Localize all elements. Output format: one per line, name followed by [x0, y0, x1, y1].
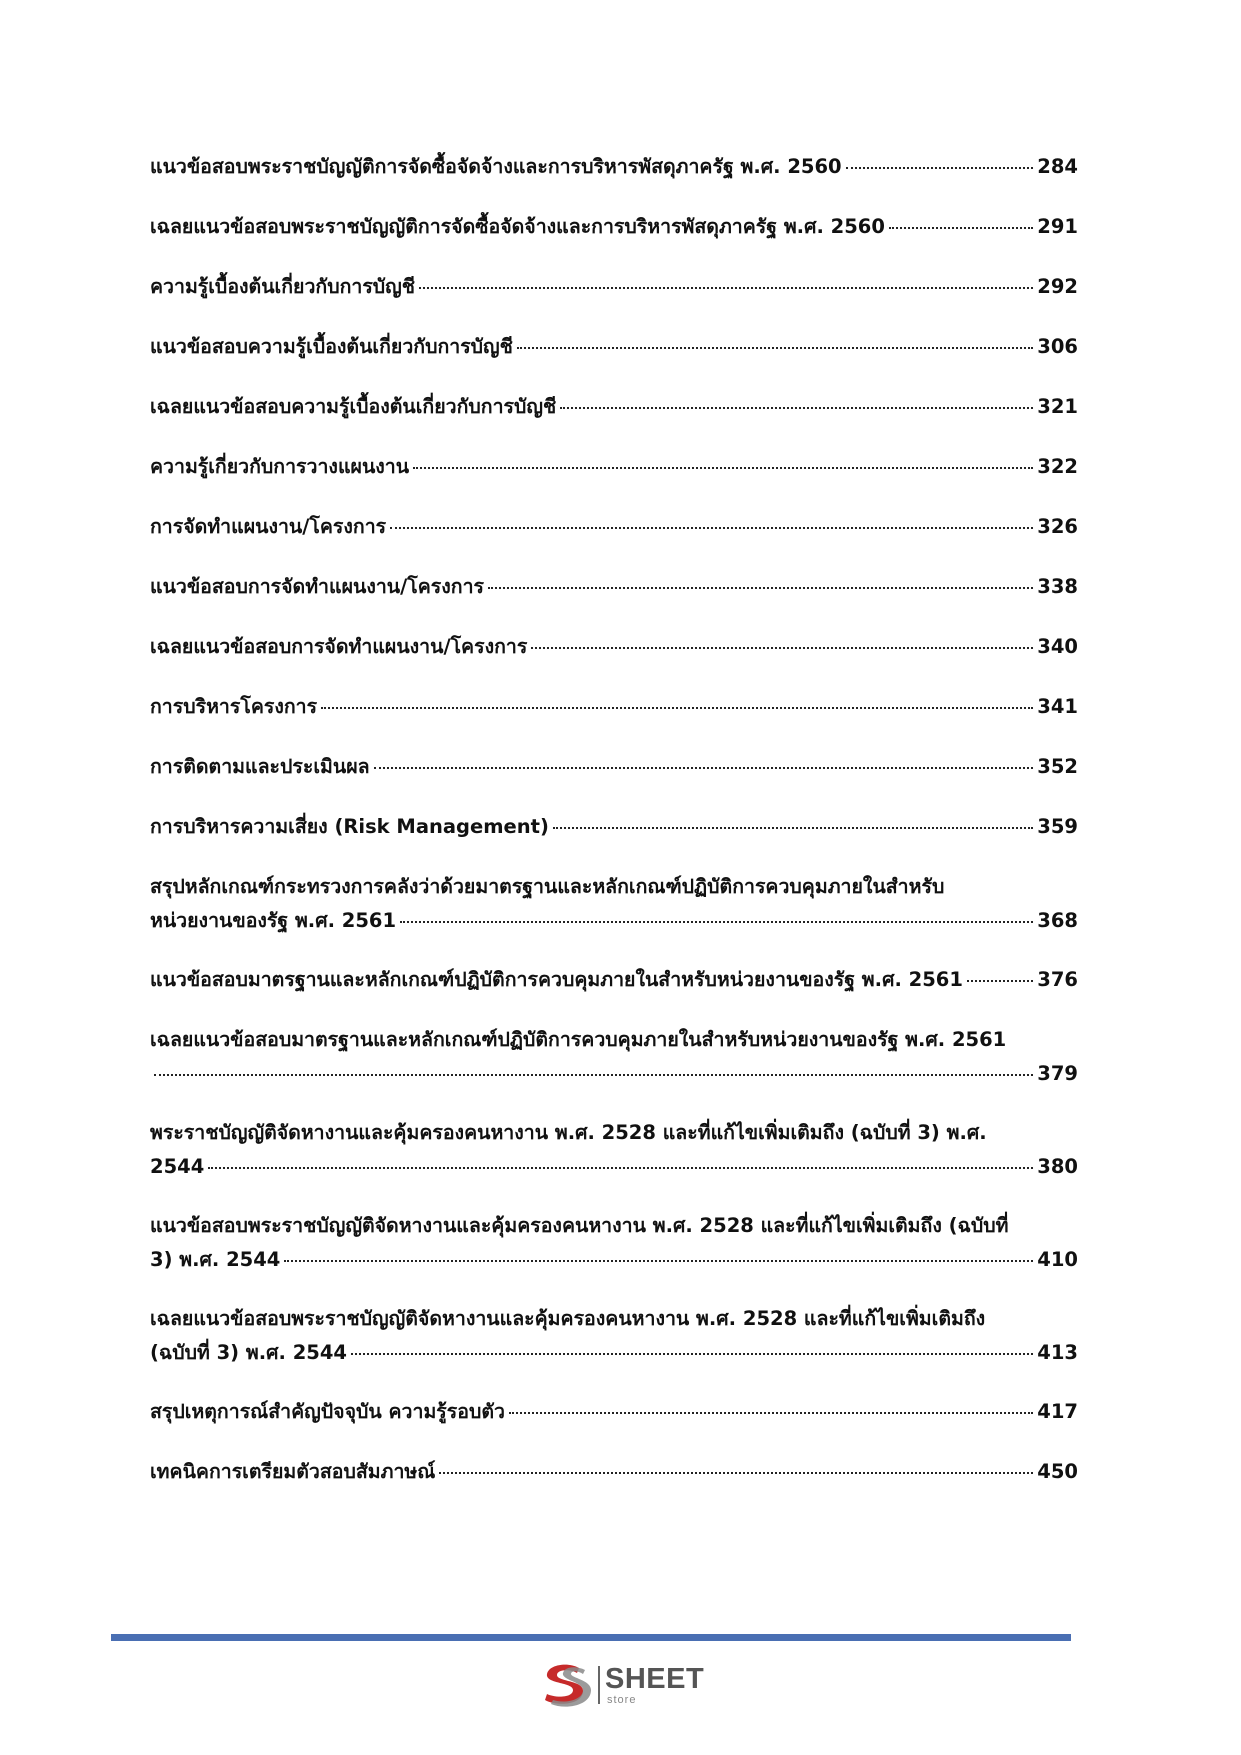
- toc-entry-title: การบริหารความเสี่ยง (Risk Management): [150, 815, 549, 838]
- toc-entry-page: 306: [1037, 335, 1078, 358]
- toc-entry: [150, 963, 1078, 997]
- toc-entry: [150, 1209, 1078, 1277]
- toc-entry-title: การบริหารโครงการ: [150, 695, 318, 718]
- dot-leader: [560, 406, 1033, 409]
- sheet-store-logo: [539, 1660, 719, 1710]
- toc-entry: [150, 210, 1078, 244]
- toc-entry-title-line1: พระราชบัญญัติจัดหางานและคุ้มครองคนหางาน พ.ศ. 2528 และที่แก้ไขเพิ่มเติมถึง (ฉบับที่ 3) พ.ศ.: [150, 1121, 987, 1144]
- toc-entry-title: เฉลยแนวข้อสอบพระราชบัญญัติการจัดซื้อจัดจ้างและการบริหารพัสดุภาครัฐ พ.ศ. 2560: [150, 215, 885, 238]
- dot-leader: [351, 1352, 1033, 1355]
- toc-entry: [150, 1023, 1078, 1091]
- toc-entry: [150, 1455, 1078, 1489]
- toc-entry-page: 376: [1037, 968, 1078, 991]
- toc-entry-title: ความรู้เกี่ยวกับการวางแผนงาน: [150, 455, 410, 478]
- toc-entry: [150, 330, 1078, 364]
- dot-leader: [413, 466, 1033, 469]
- dot-leader: [374, 766, 1034, 769]
- logo-wordmark: SHEET: [605, 1663, 705, 1695]
- logo-s-icon: [539, 1660, 593, 1708]
- dot-leader: [154, 1073, 1033, 1076]
- toc-entry: [150, 150, 1078, 184]
- toc-entry-page: 410: [1037, 1248, 1078, 1271]
- toc-entry-page: 352: [1037, 755, 1078, 778]
- toc-entry-title: เทคนิคการเตรียมตัวสอบสัมภาษณ์: [150, 1460, 436, 1483]
- dot-leader: [321, 706, 1033, 709]
- dot-leader: [439, 1471, 1033, 1474]
- toc-entry-page: 291: [1037, 215, 1078, 238]
- logo-subtext: store: [607, 1694, 637, 1706]
- toc-entry-title: การจัดทำแผนงาน/โครงการ: [150, 515, 387, 538]
- dot-leader: [400, 920, 1033, 923]
- toc-entry-page: 322: [1037, 455, 1078, 478]
- toc-entry-title-line2: 2544: [150, 1155, 205, 1178]
- toc-entry: [150, 510, 1078, 544]
- toc-entry-page: 359: [1037, 815, 1078, 838]
- dot-leader: [284, 1259, 1033, 1262]
- toc-entry-page: 292: [1037, 275, 1078, 298]
- toc-entry: [150, 270, 1078, 304]
- toc-entry-title: แนวข้อสอบพระราชบัญญัติการจัดซื้อจัดจ้างและการบริหารพัสดุภาครัฐ พ.ศ. 2560: [150, 155, 842, 178]
- table-of-contents: [150, 150, 1078, 1515]
- dot-leader: [390, 526, 1033, 529]
- toc-entry-title: สรุปเหตุการณ์สำคัญปัจจุบัน ความรู้รอบตัว: [150, 1400, 505, 1423]
- dot-leader: [517, 346, 1033, 349]
- toc-entry: [150, 570, 1078, 604]
- dot-leader: [509, 1411, 1033, 1414]
- logo-separator: [598, 1666, 600, 1704]
- toc-entry-title: เฉลยแนวข้อสอบการจัดทำแผนงาน/โครงการ: [150, 635, 528, 658]
- toc-entry-title-line2: หน่วยงานของรัฐ พ.ศ. 2561: [150, 909, 397, 932]
- toc-entry: [150, 1116, 1078, 1184]
- footer-rule: [111, 1634, 1071, 1641]
- toc-entry: [150, 870, 1078, 938]
- toc-entry-title-line2: (ฉบับที่ 3) พ.ศ. 2544: [150, 1341, 347, 1364]
- toc-entry-page: 379: [1037, 1062, 1078, 1085]
- toc-entry-title: แนวข้อสอบความรู้เบื้องต้นเกี่ยวกับการบัญชี: [150, 335, 513, 358]
- toc-entry: [150, 450, 1078, 484]
- toc-entry-page: 340: [1037, 635, 1078, 658]
- dot-leader: [553, 826, 1033, 829]
- toc-entry-page: 326: [1037, 515, 1078, 538]
- toc-entry-title: แนวข้อสอบการจัดทำแผนงาน/โครงการ: [150, 575, 484, 598]
- dot-leader: [967, 979, 1033, 982]
- toc-entry-page: 284: [1037, 155, 1078, 178]
- toc-entry-title: ความรู้เบื้องต้นเกี่ยวกับการบัญชี: [150, 275, 416, 298]
- toc-entry-page: 321: [1037, 395, 1078, 418]
- toc-entry-title: แนวข้อสอบมาตรฐานและหลักเกณฑ์ปฏิบัติการควบคุมภายในสำหรับหน่วยงานของรัฐ พ.ศ. 2561: [150, 968, 963, 991]
- toc-entry-title-line2: 3) พ.ศ. 2544: [150, 1248, 281, 1271]
- toc-entry: [150, 690, 1078, 724]
- toc-entry-title-line1: แนวข้อสอบพระราชบัญญัติจัดหางานและคุ้มครองคนหางาน พ.ศ. 2528 และที่แก้ไขเพิ่มเติมถึง (ฉบับที่: [150, 1214, 1009, 1237]
- toc-entry-title: การติดตามและประเมินผล: [150, 755, 370, 778]
- toc-entry-page: 413: [1037, 1341, 1078, 1364]
- toc-entry-title-line1: เฉลยแนวข้อสอบพระราชบัญญัติจัดหางานและคุ้มครองคนหางาน พ.ศ. 2528 และที่แก้ไขเพิ่มเติมถึง: [150, 1307, 986, 1330]
- toc-entry-page: 341: [1037, 695, 1078, 718]
- toc-entry: [150, 390, 1078, 424]
- dot-leader: [889, 226, 1033, 229]
- toc-entry: [150, 1395, 1078, 1429]
- toc-entry-page: 450: [1037, 1460, 1078, 1483]
- dot-leader: [419, 286, 1033, 289]
- toc-entry-page: 368: [1037, 909, 1078, 932]
- toc-entry: [150, 1302, 1078, 1370]
- toc-entry: [150, 630, 1078, 664]
- toc-entry-page: 417: [1037, 1400, 1078, 1423]
- toc-entry-page: 380: [1037, 1155, 1078, 1178]
- toc-entry-title-line1: เฉลยแนวข้อสอบมาตรฐานและหลักเกณฑ์ปฏิบัติการควบคุมภายในสำหรับหน่วยงานของรัฐ พ.ศ. 2561: [150, 1028, 1007, 1051]
- dot-leader: [488, 586, 1033, 589]
- toc-entry: [150, 750, 1078, 784]
- toc-entry-page: 338: [1037, 575, 1078, 598]
- toc-entry-title-line1: สรุปหลักเกณฑ์กระทรวงการคลังว่าด้วยมาตรฐานและหลักเกณฑ์ปฏิบัติการควบคุมภายในสำหรับ: [150, 875, 945, 898]
- dot-leader: [846, 166, 1034, 169]
- toc-entry-title: เฉลยแนวข้อสอบความรู้เบื้องต้นเกี่ยวกับการบัญชี: [150, 395, 557, 418]
- dot-leader: [208, 1166, 1033, 1169]
- toc-entry: [150, 810, 1078, 844]
- dot-leader: [531, 646, 1033, 649]
